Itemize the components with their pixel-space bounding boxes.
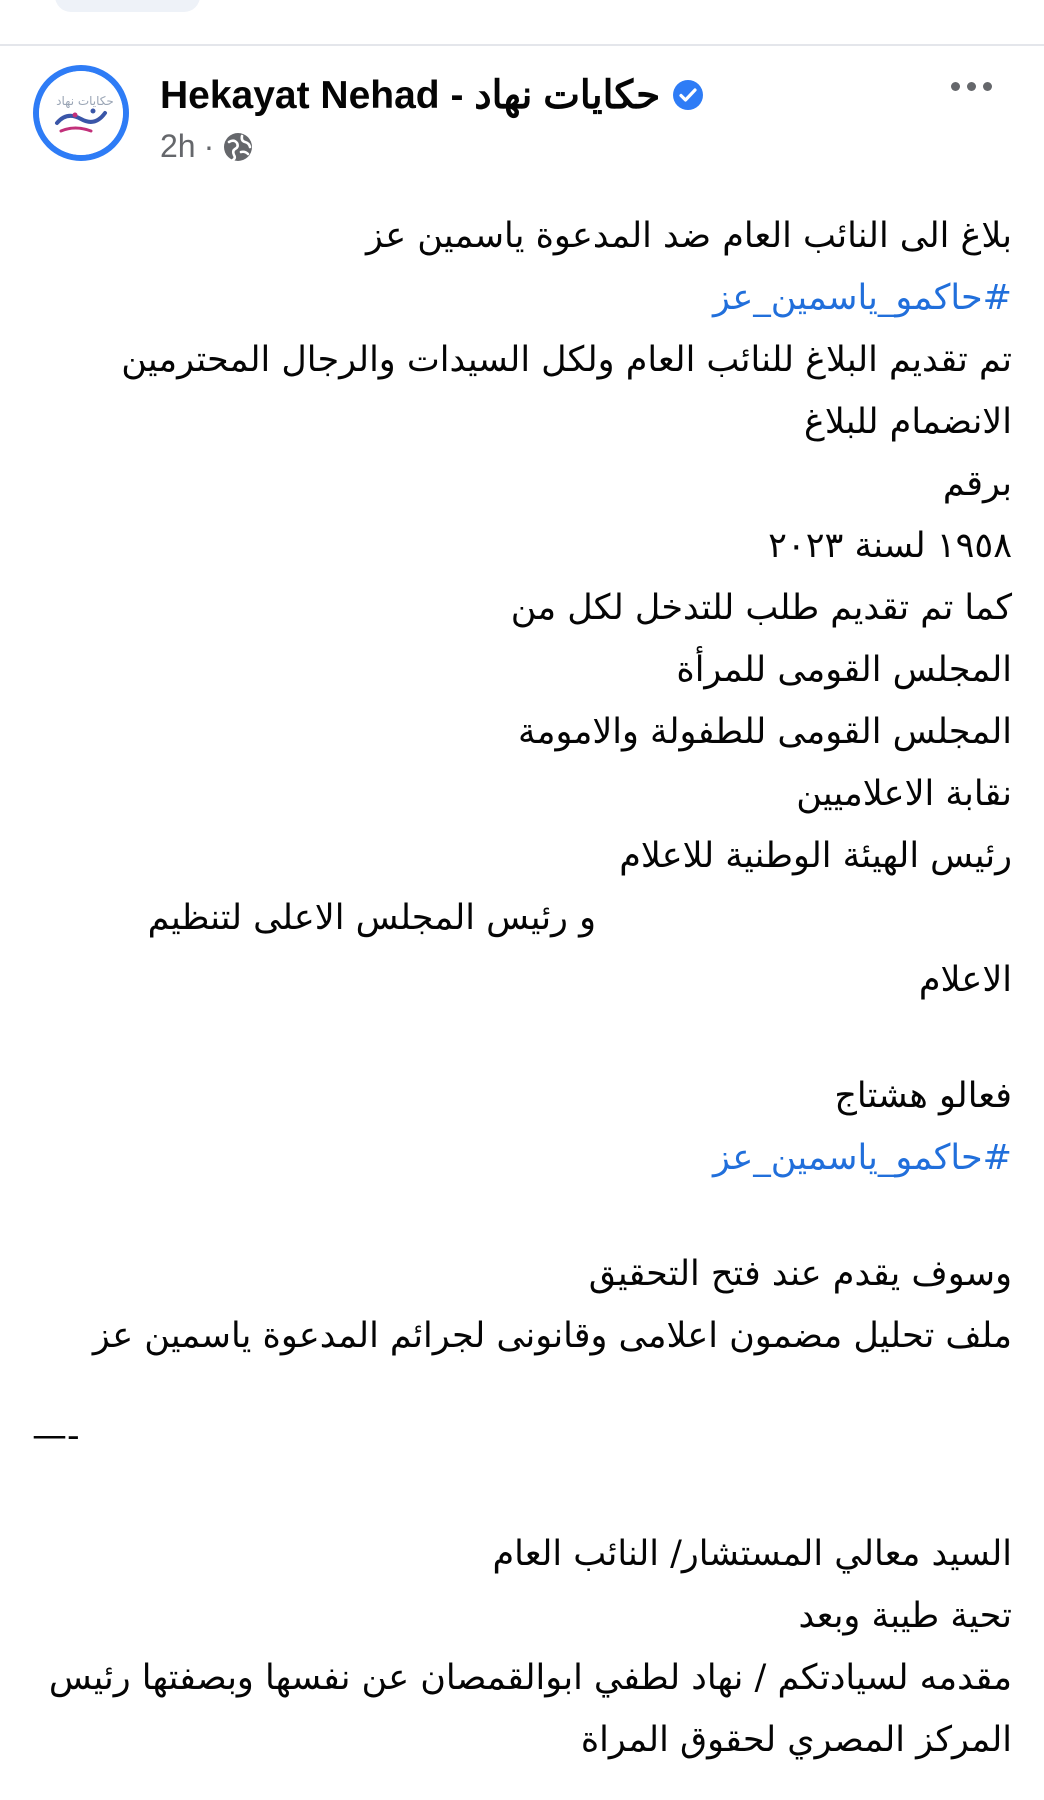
hashtag-link[interactable]: #حاكمو_ياسمين_عز xyxy=(713,1138,1012,1178)
post-text-line: الاعلام xyxy=(918,960,1012,1000)
meta-separator: · xyxy=(203,128,215,164)
post-text-line: رئيس الهيئة الوطنية للاعلام xyxy=(619,836,1012,876)
top-divider xyxy=(0,44,1044,46)
more-options-icon xyxy=(951,82,960,91)
post-author[interactable] xyxy=(160,68,704,122)
post-text-line: الانضمام للبلاغ xyxy=(803,402,1012,442)
post-text-line: المركز المصري لحقوق المراة xyxy=(580,1720,1012,1760)
post-text-line: برقم xyxy=(942,464,1012,504)
more-options-button[interactable] xyxy=(935,66,1007,106)
post-text-divider: —- xyxy=(32,1416,80,1456)
post-text-line: مقدمه لسيادتكم / نهاد لطفي ابوالقمصان عن نفسها وبصفتها رئيس xyxy=(48,1658,1012,1698)
verified-badge-icon xyxy=(672,79,704,111)
more-options-icon-dot xyxy=(967,82,976,91)
post-meta xyxy=(160,128,254,165)
author-name[interactable]: Hekayat Nehad - حكايات نهاد xyxy=(160,73,661,117)
post-text-line: بلاغ الى النائب العام ضد المدعوة ياسمين عز xyxy=(365,216,1012,256)
post-text-line: تحية طيبة وبعد xyxy=(798,1596,1012,1636)
page-avatar[interactable] xyxy=(33,65,129,161)
hashtag-link[interactable]: #حاكمو_ياسمين_عز xyxy=(713,278,1012,318)
post-text-line: المجلس القومى للمرأة xyxy=(676,650,1012,690)
avatar-logo-text-top: حكايات نهاد xyxy=(56,94,114,108)
post-text-line: وسوف يقدم عند فتح التحقيق xyxy=(588,1254,1012,1294)
post-text-line: فعالو هشتاج xyxy=(834,1076,1012,1116)
post-text-line: السيد معالي المستشار/ النائب العام xyxy=(492,1534,1012,1574)
more-options-icon-dot xyxy=(983,82,992,91)
top-tab-pill[interactable] xyxy=(55,0,200,12)
post-text-line: تم تقديم البلاغ للنائب العام ولكل السيدات والرجال المحترمين xyxy=(121,340,1012,380)
post-text-line: ملف تحليل مضمون اعلامى وقانونى لجرائم المدعوة ياسمين عز xyxy=(92,1316,1012,1356)
avatar-logo xyxy=(39,71,123,155)
post-text-line: و رئيس المجلس الاعلى لتنظيم xyxy=(147,898,596,938)
post-text-line: نقابة الاعلاميين xyxy=(796,774,1012,814)
post-time[interactable]: 2h xyxy=(160,128,196,164)
globe-icon[interactable] xyxy=(222,131,254,163)
post-text-line: ١٩٥٨ لسنة ٢٠٢٣ xyxy=(768,526,1012,566)
post-text-line: المجلس القومى للطفولة والامومة xyxy=(518,712,1012,752)
post-text-line: كما تم تقديم طلب للتدخل لكل من xyxy=(510,588,1012,628)
